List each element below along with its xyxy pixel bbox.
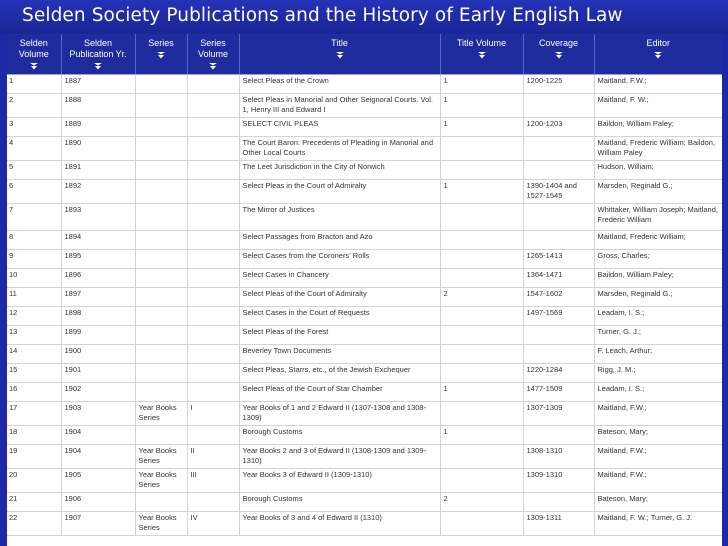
cell-title: Borough Customs xyxy=(239,426,440,445)
cell-publication-year: 1890 xyxy=(61,137,135,161)
cell-title-volume: 2 xyxy=(440,493,523,512)
table-row xyxy=(7,426,722,445)
cell-publication-year: 1904 xyxy=(61,426,135,445)
cell-coverage xyxy=(523,94,594,118)
cell-series xyxy=(135,345,187,364)
cell-series-volume xyxy=(187,75,239,94)
header-label: Series xyxy=(148,38,174,48)
cell-publication-year: 1907 xyxy=(61,512,135,536)
cell-title: Year Books 3 of Edward II (1309-1310) xyxy=(239,469,440,493)
sort-icon[interactable] xyxy=(334,51,346,59)
cell-title: Select Pleas in Manorial and Other Seignoral Courts. Vol. 1, Henry III and Edward I xyxy=(239,94,440,118)
cell-coverage: 1200-1225 xyxy=(523,75,594,94)
cell-title: Select Passages from Bracton and Azo xyxy=(239,231,440,250)
cell-selden-volume: 13 xyxy=(7,326,61,345)
cell-series: Year Books Series xyxy=(135,469,187,493)
cell-editor: Gross, Charles; xyxy=(594,250,722,269)
header-series-volume[interactable] xyxy=(187,34,239,75)
table-row xyxy=(7,75,722,94)
cell-title: Select Cases in the Court of Requests xyxy=(239,307,440,326)
cell-title-volume: 1 xyxy=(440,180,523,204)
table-row xyxy=(7,204,722,231)
cell-coverage: 1547-1602 xyxy=(523,288,594,307)
cell-series-volume xyxy=(187,118,239,137)
cell-series-volume xyxy=(187,307,239,326)
header-title[interactable] xyxy=(239,34,440,75)
header-label: Editor xyxy=(646,38,670,48)
cell-series: Year Books Series xyxy=(135,445,187,469)
cell-publication-year: 1892 xyxy=(61,180,135,204)
table-row xyxy=(7,307,722,326)
cell-series xyxy=(135,307,187,326)
sort-icon[interactable] xyxy=(652,51,664,59)
cell-publication-year: 1894 xyxy=(61,231,135,250)
cell-selden-volume: 14 xyxy=(7,345,61,364)
cell-title-volume: 2 xyxy=(440,288,523,307)
cell-title-volume xyxy=(440,307,523,326)
cell-title-volume xyxy=(440,269,523,288)
sort-icon[interactable] xyxy=(553,51,565,59)
cell-title: Select Cases in Chancery xyxy=(239,269,440,288)
cell-title-volume xyxy=(440,161,523,180)
cell-publication-year: 1899 xyxy=(61,326,135,345)
cell-title-volume xyxy=(440,204,523,231)
cell-selden-volume: 12 xyxy=(7,307,61,326)
cell-title: Select Pleas of the Court of Star Chamber xyxy=(239,383,440,402)
sort-icon[interactable] xyxy=(207,62,219,70)
table-row xyxy=(7,493,722,512)
cell-coverage xyxy=(523,231,594,250)
cell-editor: Hudson, William; xyxy=(594,161,722,180)
cell-editor: Whittaker, William Joseph; Maitland, Frederic William xyxy=(594,204,722,231)
cell-publication-year: 1900 xyxy=(61,345,135,364)
cell-coverage: 1307-1309 xyxy=(523,402,594,426)
cell-editor: Maitland, F. W.; xyxy=(594,94,722,118)
cell-series xyxy=(135,383,187,402)
cell-publication-year: 1888 xyxy=(61,94,135,118)
cell-selden-volume: 1 xyxy=(7,75,61,94)
cell-series xyxy=(135,426,187,445)
cell-publication-year: 1897 xyxy=(61,288,135,307)
table-row xyxy=(7,94,722,118)
cell-series xyxy=(135,204,187,231)
cell-title-volume xyxy=(440,512,523,536)
sort-icon[interactable] xyxy=(92,62,104,70)
slide-title: Selden Society Publications and the History of Early English Law xyxy=(22,5,623,26)
cell-title: Year Books of 1 and 2 Edward II (1307-1308 and 1308-1309) xyxy=(239,402,440,426)
cell-editor: Baildon, William Paley; xyxy=(594,269,722,288)
cell-title: Beverley Town Documents xyxy=(239,345,440,364)
sort-icon[interactable] xyxy=(476,51,488,59)
header-editor[interactable] xyxy=(594,34,722,75)
table-row xyxy=(7,288,722,307)
table-row xyxy=(7,364,722,383)
header-label: Coverage xyxy=(538,38,579,48)
cell-series: Year Books Series xyxy=(135,512,187,536)
cell-editor: Maitland, F.W.; xyxy=(594,75,722,94)
cell-series-volume xyxy=(187,161,239,180)
table-row xyxy=(7,402,722,426)
publications-table-container xyxy=(7,34,722,546)
cell-title: Select Pleas of the Court of Admiralty xyxy=(239,288,440,307)
cell-series xyxy=(135,326,187,345)
cell-title: Select Pleas of the Crown xyxy=(239,75,440,94)
cell-series-volume xyxy=(187,250,239,269)
cell-title: Borough Customs xyxy=(239,493,440,512)
cell-title-volume xyxy=(440,402,523,426)
cell-series-volume: III xyxy=(187,469,239,493)
header-label: Selden Publication Yr. xyxy=(69,38,127,59)
cell-title-volume xyxy=(440,364,523,383)
cell-series-volume: I xyxy=(187,402,239,426)
cell-coverage xyxy=(523,345,594,364)
table-row xyxy=(7,180,722,204)
cell-publication-year: 1893 xyxy=(61,204,135,231)
cell-coverage xyxy=(523,493,594,512)
cell-coverage xyxy=(523,426,594,445)
cell-title-volume xyxy=(440,345,523,364)
cell-selden-volume: 17 xyxy=(7,402,61,426)
cell-series-volume xyxy=(187,231,239,250)
header-label: Title xyxy=(331,38,348,48)
cell-coverage: 1309-1310 xyxy=(523,469,594,493)
header-series[interactable] xyxy=(135,34,187,75)
cell-series: Year Books Series xyxy=(135,402,187,426)
cell-publication-year: 1891 xyxy=(61,161,135,180)
cell-selden-volume: 3 xyxy=(7,118,61,137)
cell-editor: Maitland, F.W.; xyxy=(594,445,722,469)
cell-series xyxy=(135,161,187,180)
table-row xyxy=(7,326,722,345)
cell-series-volume xyxy=(187,364,239,383)
cell-title-volume: 1 xyxy=(440,118,523,137)
cell-coverage: 1309-1311 xyxy=(523,512,594,536)
cell-editor: Leadam, I. S.; xyxy=(594,383,722,402)
cell-series-volume xyxy=(187,288,239,307)
cell-series xyxy=(135,231,187,250)
cell-coverage: 1308-1310 xyxy=(523,445,594,469)
cell-series-volume xyxy=(187,180,239,204)
cell-editor: Turner, G. J.; xyxy=(594,326,722,345)
cell-coverage: 1390-1404 and 1527-1545 xyxy=(523,180,594,204)
slide-title-bar xyxy=(0,0,728,34)
cell-selden-volume: 18 xyxy=(7,426,61,445)
cell-series-volume xyxy=(187,383,239,402)
cell-editor: Maitland, F. W.; Turner, G. J. xyxy=(594,512,722,536)
cell-title: Year Books of 3 and 4 of Edward II (1310) xyxy=(239,512,440,536)
cell-publication-year: 1895 xyxy=(61,250,135,269)
cell-coverage xyxy=(523,326,594,345)
table-row xyxy=(7,269,722,288)
cell-publication-year: 1903 xyxy=(61,402,135,426)
table-row xyxy=(7,469,722,493)
cell-series-volume: II xyxy=(187,445,239,469)
cell-editor: Maitland, Frederic William; xyxy=(594,231,722,250)
cell-editor: Bateson, Mary; xyxy=(594,493,722,512)
cell-series-volume xyxy=(187,326,239,345)
cell-title: Select Pleas, Starrs, etc., of the Jewish Exchequer xyxy=(239,364,440,383)
cell-selden-volume: 21 xyxy=(7,493,61,512)
cell-editor: Maitland, F.W.; xyxy=(594,402,722,426)
cell-series-volume xyxy=(187,204,239,231)
cell-publication-year: 1905 xyxy=(61,469,135,493)
cell-coverage: 1364-1471 xyxy=(523,269,594,288)
cell-series-volume xyxy=(187,345,239,364)
publications-table xyxy=(7,34,722,536)
cell-title-volume xyxy=(440,326,523,345)
cell-title: SELECT CIVIL PLEAS xyxy=(239,118,440,137)
cell-title-volume: 1 xyxy=(440,383,523,402)
table-row xyxy=(7,231,722,250)
table-body xyxy=(7,75,722,536)
cell-publication-year: 1896 xyxy=(61,269,135,288)
cell-selden-volume: 6 xyxy=(7,180,61,204)
sort-icon[interactable] xyxy=(155,51,167,59)
cell-series xyxy=(135,180,187,204)
cell-selden-volume: 4 xyxy=(7,137,61,161)
table-row xyxy=(7,250,722,269)
cell-series xyxy=(135,75,187,94)
cell-editor: Maitland, F.W.; xyxy=(594,469,722,493)
cell-selden-volume: 19 xyxy=(7,445,61,469)
cell-series xyxy=(135,137,187,161)
cell-selden-volume: 15 xyxy=(7,364,61,383)
cell-series xyxy=(135,493,187,512)
cell-editor: Maitland, Frederic William; Baildon, William Paley xyxy=(594,137,722,161)
cell-series-volume: IV xyxy=(187,512,239,536)
header-coverage[interactable] xyxy=(523,34,594,75)
cell-series xyxy=(135,94,187,118)
cell-series-volume xyxy=(187,137,239,161)
cell-title-volume xyxy=(440,445,523,469)
cell-coverage xyxy=(523,204,594,231)
cell-editor: Marsden, Reginald G.; xyxy=(594,288,722,307)
cell-selden-volume: 2 xyxy=(7,94,61,118)
cell-editor: Baildon, William Paley; xyxy=(594,118,722,137)
cell-selden-volume: 10 xyxy=(7,269,61,288)
cell-coverage: 1497-1569 xyxy=(523,307,594,326)
cell-coverage: 1477-1509 xyxy=(523,383,594,402)
cell-publication-year: 1902 xyxy=(61,383,135,402)
table-row xyxy=(7,345,722,364)
table-row xyxy=(7,118,722,137)
cell-selden-volume: 22 xyxy=(7,512,61,536)
header-label: Title Volume xyxy=(456,38,507,48)
sort-icon[interactable] xyxy=(28,62,40,70)
header-row xyxy=(7,34,722,75)
cell-series xyxy=(135,364,187,383)
cell-publication-year: 1901 xyxy=(61,364,135,383)
cell-title: The Mirror of Justices xyxy=(239,204,440,231)
cell-selden-volume: 20 xyxy=(7,469,61,493)
cell-title-volume: 1 xyxy=(440,75,523,94)
cell-editor: F. Leach, Arthur; xyxy=(594,345,722,364)
table-row xyxy=(7,445,722,469)
cell-publication-year: 1889 xyxy=(61,118,135,137)
table-row xyxy=(7,137,722,161)
cell-coverage xyxy=(523,161,594,180)
header-publication-year[interactable] xyxy=(61,34,135,75)
cell-selden-volume: 7 xyxy=(7,204,61,231)
header-label: Series Volume xyxy=(197,38,229,59)
cell-publication-year: 1898 xyxy=(61,307,135,326)
cell-series-volume xyxy=(187,426,239,445)
cell-title-volume xyxy=(440,137,523,161)
cell-editor: Leadam, I. S.; xyxy=(594,307,722,326)
cell-selden-volume: 9 xyxy=(7,250,61,269)
cell-coverage: 1220-1284 xyxy=(523,364,594,383)
cell-series-volume xyxy=(187,493,239,512)
cell-title: Select Pleas in the Court of Admiralty xyxy=(239,180,440,204)
cell-selden-volume: 8 xyxy=(7,231,61,250)
cell-title-volume xyxy=(440,231,523,250)
header-selden-volume[interactable] xyxy=(7,34,61,75)
cell-editor: Bateson, Mary; xyxy=(594,426,722,445)
cell-coverage xyxy=(523,137,594,161)
cell-title: The Leet Jurisdiction in the City of Norwich xyxy=(239,161,440,180)
cell-coverage: 1265-1413 xyxy=(523,250,594,269)
cell-series-volume xyxy=(187,269,239,288)
cell-publication-year: 1906 xyxy=(61,493,135,512)
cell-title-volume: 1 xyxy=(440,426,523,445)
cell-editor: Rigg, J. M.; xyxy=(594,364,722,383)
cell-title-volume: 1 xyxy=(440,94,523,118)
cell-series xyxy=(135,269,187,288)
cell-series xyxy=(135,250,187,269)
cell-title-volume xyxy=(440,469,523,493)
cell-selden-volume: 16 xyxy=(7,383,61,402)
header-label: Selden Volume xyxy=(18,38,49,59)
cell-publication-year: 1904 xyxy=(61,445,135,469)
cell-title-volume xyxy=(440,250,523,269)
header-title-volume[interactable] xyxy=(440,34,523,75)
table-row xyxy=(7,161,722,180)
cell-title: Select Cases from the Coroners' Rolls xyxy=(239,250,440,269)
cell-series-volume xyxy=(187,94,239,118)
cell-series xyxy=(135,288,187,307)
cell-selden-volume: 11 xyxy=(7,288,61,307)
cell-title: Select Pleas of the Forest xyxy=(239,326,440,345)
cell-selden-volume: 5 xyxy=(7,161,61,180)
cell-title: Year Books 2 and 3 of Edward II (1308-1309 and 1309-1310) xyxy=(239,445,440,469)
table-row xyxy=(7,383,722,402)
table-row xyxy=(7,512,722,536)
cell-editor: Marsden, Reginald G.; xyxy=(594,180,722,204)
cell-title: The Court Baron: Precedents of Pleading in Manorial and Other Local Courts xyxy=(239,137,440,161)
cell-publication-year: 1887 xyxy=(61,75,135,94)
cell-coverage: 1200-1203 xyxy=(523,118,594,137)
cell-series xyxy=(135,118,187,137)
